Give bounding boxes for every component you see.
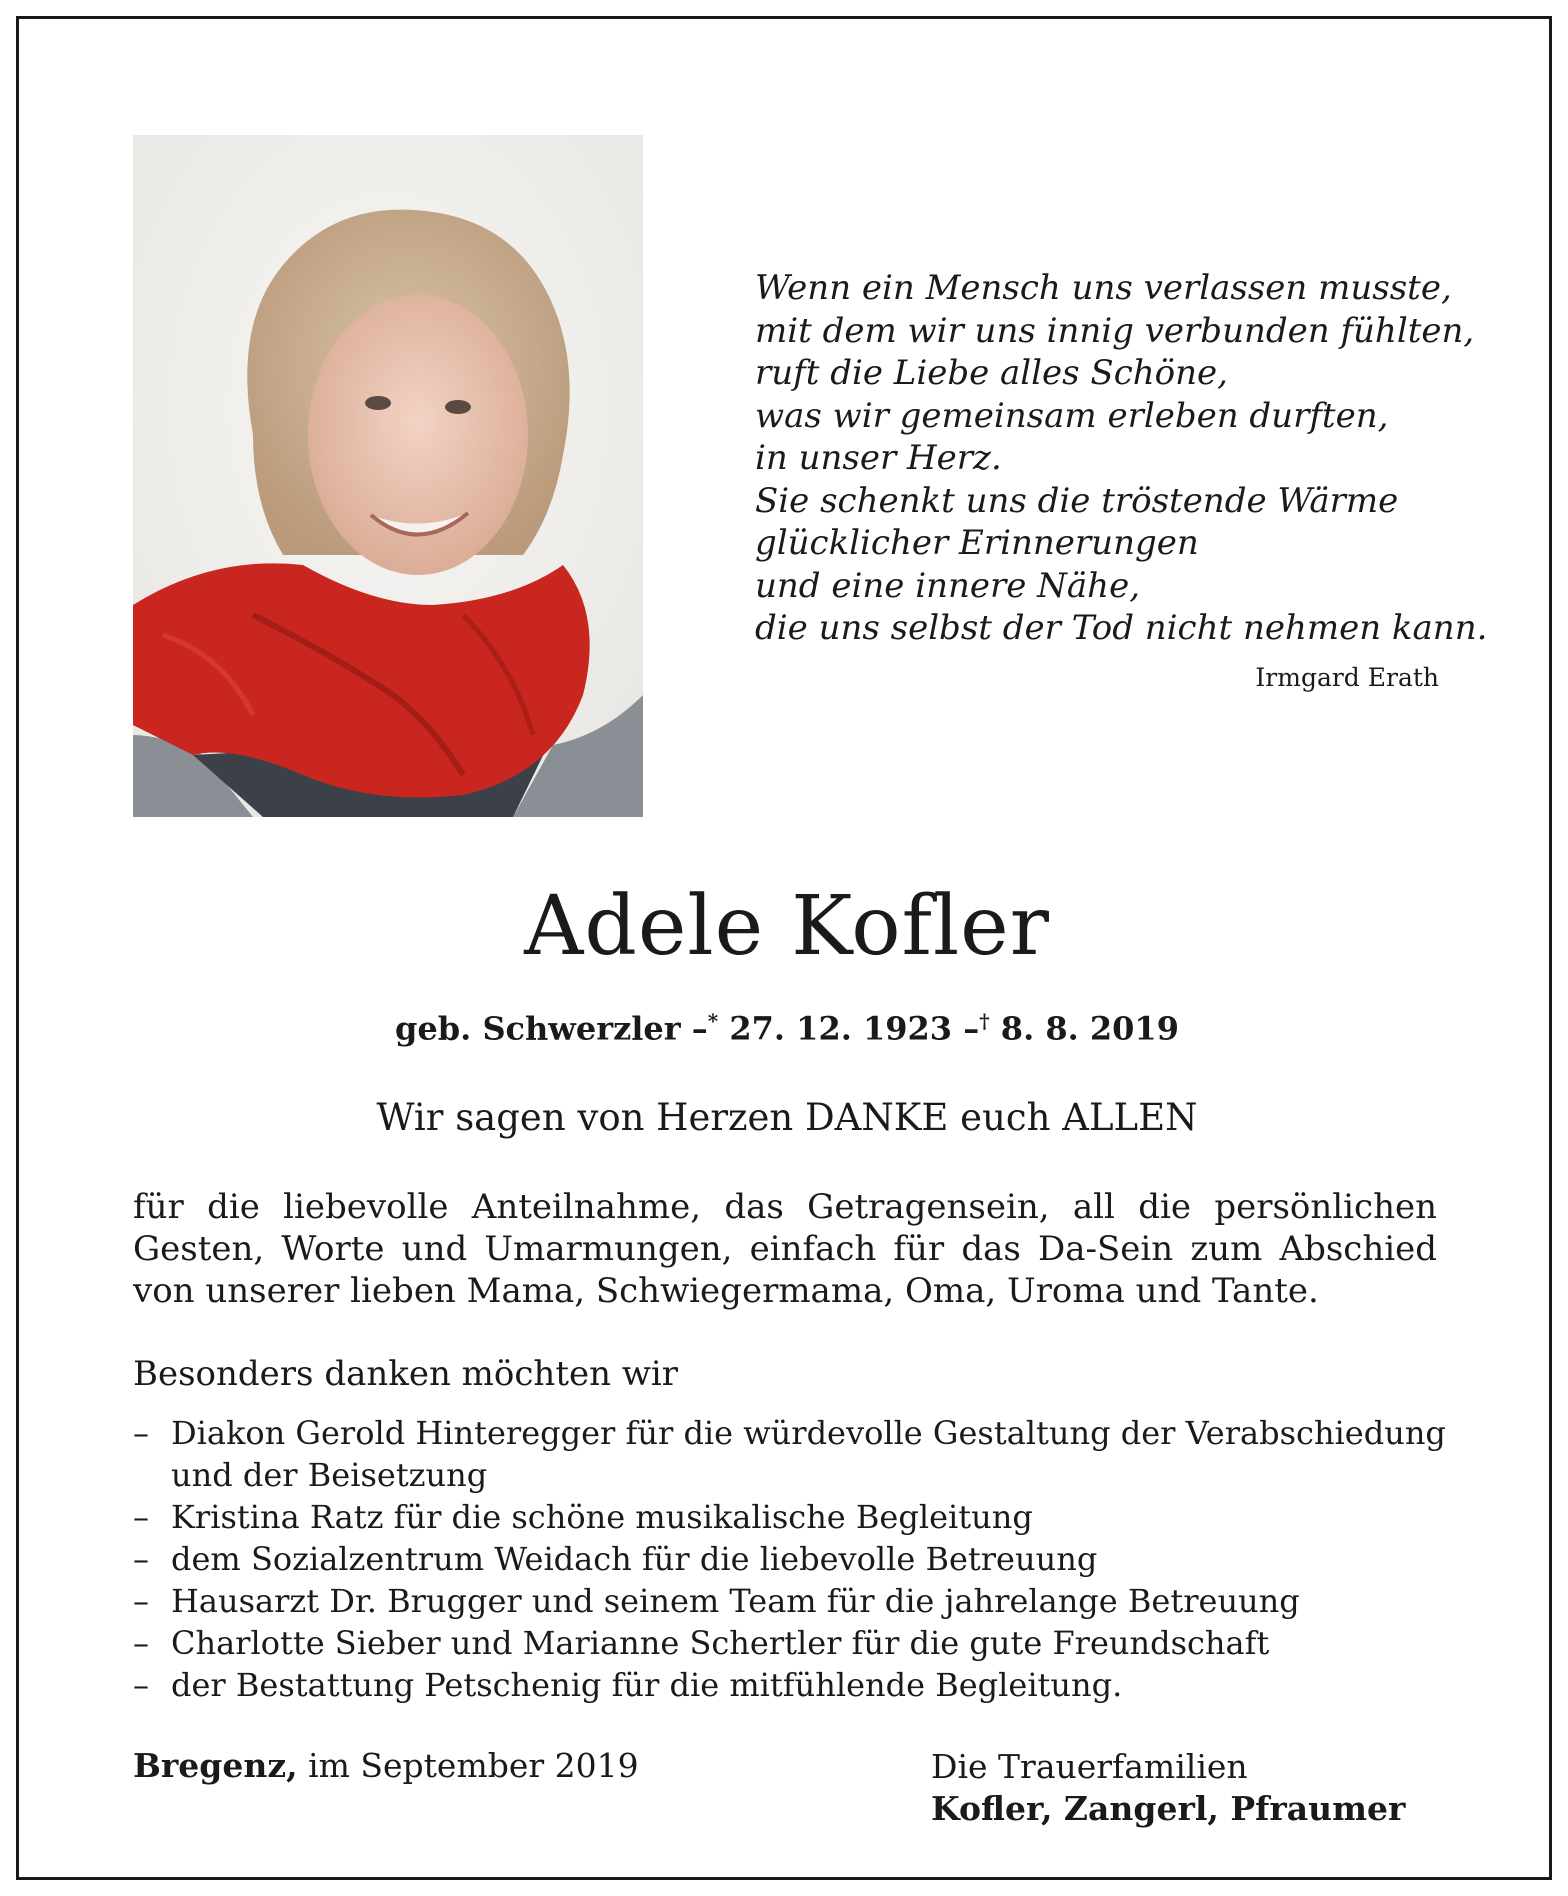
poem-line: ruft die Liebe alles Schöne,: [755, 353, 1228, 393]
thanks-body: für die liebevolle Anteilnahme, das Getragensein, all die persönlichen Gesten, Worte und Umarmungen, einfach für das Da-Sein zum Abschied von unserer lieben Mama, Schwiegermama, Oma, Uroma und Tante.: [133, 1187, 1437, 1311]
list-item: [133, 1580, 1453, 1622]
birth-symbol: *: [707, 1009, 719, 1033]
list-item-text: Kristina Ratz für die schöne musikalische Begleitung: [171, 1498, 1033, 1536]
place-and-date: [133, 1746, 639, 1785]
list-item: [133, 1622, 1453, 1664]
list-item: [133, 1496, 1453, 1538]
portrait-photo: [133, 135, 643, 817]
list-bullet: –: [133, 1582, 149, 1620]
list-bullet: –: [133, 1414, 149, 1452]
list-item-text: Diakon Gerold Hinteregger für die würdevolle Gestaltung der Verabschiedung und der Beisetzung: [171, 1414, 1446, 1494]
signature-block: [931, 1746, 1405, 1830]
list-item-text: Charlotte Sieber und Marianne Schertler für die gute Freundschaft: [171, 1624, 1270, 1662]
poem-line: glücklicher Erinnerungen: [755, 523, 1199, 563]
special-thanks-intro: Besonders danken möchten wir: [133, 1354, 679, 1394]
list-item-text: der Bestattung Petschenig für die mitfühlende Begleitung.: [171, 1666, 1123, 1704]
list-bullet: –: [133, 1666, 149, 1704]
list-bullet: –: [133, 1498, 149, 1536]
list-item-text: Hausarzt Dr. Brugger und seinem Team für die jahrelange Betreuung: [171, 1582, 1300, 1620]
poem-line: und eine innere Nähe,: [755, 565, 1141, 606]
list-bullet: –: [133, 1540, 149, 1578]
list-item-text: dem Sozialzentrum Weidach für die liebevolle Betreuung: [171, 1540, 1098, 1578]
birth-date: 27. 12. 1923: [729, 1009, 953, 1048]
date: im September 2019: [308, 1746, 639, 1785]
list-item: [133, 1538, 1453, 1580]
thanks-heading: Wir sagen von Herzen DANKE euch ALLEN: [376, 1096, 1198, 1139]
special-thanks-list: [133, 1412, 1453, 1706]
dates-separator: –: [963, 1009, 980, 1048]
death-date: 8. 8. 2019: [1000, 1009, 1179, 1048]
poem-line: Sie schenkt uns die tröstende Wärme: [755, 480, 1399, 521]
poem-line: in unser Herz.: [755, 438, 1002, 478]
poem-line: Wenn ein Mensch uns verlassen musste,: [755, 268, 1452, 308]
poem-author: Irmgard Erath: [1255, 663, 1439, 692]
place: Bregenz,: [133, 1746, 298, 1785]
deceased-name: Adele Kofler: [524, 879, 1050, 974]
life-dates: [19, 1009, 1555, 1048]
list-bullet: –: [133, 1624, 149, 1662]
memorial-poem: [755, 267, 1488, 650]
dates-separator: –: [691, 1009, 708, 1048]
signature-intro: Die Trauerfamilien: [931, 1747, 1248, 1786]
list-item: [133, 1412, 1453, 1496]
poem-line: mit dem wir uns innig verbunden fühlten,: [755, 310, 1475, 351]
list-item: [133, 1664, 1453, 1706]
poem-line: was wir gemeinsam erleben durften,: [755, 395, 1389, 436]
obituary-notice: [16, 16, 1552, 1880]
family-names: Kofler, Zangerl, Pfraumer: [931, 1789, 1406, 1828]
portrait-illustration: [133, 135, 643, 817]
birth-name: geb. Schwerzler: [395, 1009, 681, 1048]
poem-line: die uns selbst der Tod nicht nehmen kann.: [755, 608, 1488, 648]
death-symbol: †: [979, 1009, 990, 1033]
